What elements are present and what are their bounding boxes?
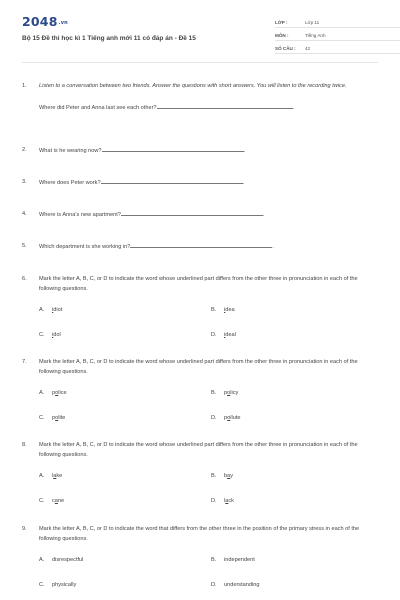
option-underlined: o xyxy=(55,414,59,421)
logo-main: 2048 xyxy=(22,14,58,29)
option-letter: D. xyxy=(211,581,217,588)
answer-blank[interactable] xyxy=(101,178,243,184)
option-prefix: c xyxy=(52,497,55,504)
header xyxy=(22,0,378,62)
option-prefix: p xyxy=(52,414,56,421)
option-suffix: lice xyxy=(58,390,67,396)
meta-row-count xyxy=(275,42,400,54)
option-a[interactable] xyxy=(39,389,211,399)
meta-info xyxy=(275,16,400,55)
question-number: 3. xyxy=(22,179,27,185)
options xyxy=(39,472,378,506)
option-suffix: llute xyxy=(230,414,241,421)
question-instruction: Mark the letter A, B, C, or D to indicate the word whose underlined part differs from the other three in pronunciation in each of the following questions. xyxy=(39,359,358,375)
question-instruction: Mark the letter A, B, C, or D to indicate the word that differs from the other three in the position of the primary stress in each of the following questions. xyxy=(39,526,360,542)
question-6 xyxy=(22,275,378,340)
option-suffix: dea xyxy=(225,307,235,313)
option-suffix: diot xyxy=(53,307,63,313)
option-prefix: l xyxy=(224,497,226,504)
option-prefix: l xyxy=(52,473,54,479)
option-letter: B. xyxy=(211,307,217,313)
option-d[interactable] xyxy=(211,581,383,591)
option-b[interactable] xyxy=(211,306,383,316)
question-8 xyxy=(22,441,378,506)
option-underlined: o xyxy=(227,414,231,421)
question-3 xyxy=(22,178,378,189)
question-instruction: Listen to a conversation between two friends. Answer the questions with short answers. You will listen to the recording twice. xyxy=(39,83,347,89)
question-text-row: Where is Anna's new apartment? . xyxy=(39,212,265,218)
question-number: 2. xyxy=(22,147,27,153)
option-underlined: a xyxy=(53,473,57,479)
option-letter: C. xyxy=(39,497,45,504)
option-letter: B. xyxy=(211,390,217,396)
options xyxy=(39,556,378,590)
option-prefix: b xyxy=(224,473,228,479)
question-9 xyxy=(22,525,378,590)
option-text: independent xyxy=(224,557,255,563)
question-5 xyxy=(22,242,378,253)
option-underlined: o xyxy=(227,390,231,396)
option-b[interactable] xyxy=(211,556,383,566)
option-letter: C. xyxy=(39,581,45,588)
option-a[interactable] xyxy=(39,306,211,316)
option-underlined: i xyxy=(224,331,226,338)
option-underlined: i xyxy=(52,331,54,338)
question-text: Where is Anna's new apartment? xyxy=(39,212,121,218)
option-letter: B. xyxy=(211,557,217,563)
option-letter: D. xyxy=(211,331,217,338)
option-c[interactable] xyxy=(39,331,211,341)
question-number: 5. xyxy=(22,243,27,249)
question-text-row: Which department is she working in? . xyxy=(39,244,274,250)
question-number: 4. xyxy=(22,211,27,217)
option-b[interactable] xyxy=(211,389,383,399)
option-underlined: a xyxy=(54,497,58,504)
option-prefix: p xyxy=(224,390,228,396)
meta-value: Lớp 11 xyxy=(305,20,320,25)
question-instruction: Mark the letter A, B, C, or D to indicate the word whose underlined part differs from the other three in pronunciation in each of the following questions. xyxy=(39,276,358,292)
answer-blank[interactable] xyxy=(157,103,293,109)
option-a[interactable] xyxy=(39,472,211,482)
option-letter: A. xyxy=(39,390,45,396)
answer-blank[interactable] xyxy=(121,210,263,216)
question-text: Where did Peter and Anna last see each other? xyxy=(39,104,157,111)
option-b[interactable] xyxy=(211,472,383,482)
option-text: disrespectful xyxy=(52,557,84,563)
option-underlined: i xyxy=(224,307,226,313)
question-number: 9. xyxy=(22,526,27,532)
option-letter: A. xyxy=(39,307,45,313)
option-prefix: p xyxy=(224,414,228,421)
option-suffix: lite xyxy=(58,414,66,421)
option-letter: C. xyxy=(39,414,45,421)
option-suffix: ne xyxy=(57,497,65,504)
question-number: 8. xyxy=(22,442,27,448)
option-a[interactable] xyxy=(39,556,211,566)
meta-row-class xyxy=(275,16,400,28)
option-suffix: licy xyxy=(230,390,239,396)
question-text: What is he wearing now? xyxy=(39,148,102,154)
question-7 xyxy=(22,358,378,423)
option-suffix: dol xyxy=(53,331,61,338)
option-d[interactable] xyxy=(211,331,383,341)
answer-blank[interactable] xyxy=(130,242,272,248)
question-number: 6. xyxy=(22,276,27,282)
option-letter: D. xyxy=(211,497,217,504)
meta-row-subject xyxy=(275,29,400,41)
option-letter: C. xyxy=(39,331,45,338)
question-text-row: What is he wearing now? . xyxy=(39,148,246,154)
option-letter: B. xyxy=(211,473,217,479)
document-title: Bộ 15 Đề thi học kì 1 Tiếng anh mới 11 có đáp án - Đề 15 xyxy=(22,35,196,42)
question-text-row: Where does Peter work? . xyxy=(39,180,245,186)
option-c[interactable] xyxy=(39,581,211,591)
option-suffix: y xyxy=(230,473,234,479)
meta-label: LỚP : xyxy=(275,20,288,25)
option-text: understanding xyxy=(224,581,260,588)
option-letter: A. xyxy=(39,557,45,563)
option-c[interactable] xyxy=(39,497,211,507)
option-letter: A. xyxy=(39,473,45,479)
option-prefix: p xyxy=(52,390,56,396)
option-suffix: deal xyxy=(225,331,236,338)
option-d[interactable] xyxy=(211,414,383,424)
question-number: 7. xyxy=(22,359,27,365)
meta-value: Tiếng Anh xyxy=(305,33,326,38)
option-d[interactable] xyxy=(211,497,383,507)
question-text: Where does Peter work? xyxy=(39,180,101,186)
option-underlined: o xyxy=(55,390,59,396)
header-divider xyxy=(22,62,378,63)
question-instruction: Mark the letter A, B, C, or D to indicate the word whose underlined part differs from the other three in pronunciation in each of the following questions. xyxy=(39,442,358,458)
option-underlined: a xyxy=(225,497,229,504)
option-text: physically xyxy=(52,581,77,588)
options xyxy=(39,389,378,423)
question-1 xyxy=(22,82,378,113)
option-letter: D. xyxy=(211,414,217,421)
meta-label: MÔN : xyxy=(275,33,289,38)
meta-value: 42 xyxy=(305,46,311,51)
option-suffix: ke xyxy=(56,473,63,479)
meta-label: SỐ CÂU : xyxy=(275,46,296,51)
logo-tld: .vn xyxy=(58,20,68,26)
option-underlined: a xyxy=(227,473,231,479)
question-2 xyxy=(22,146,378,157)
question-text-row: Where did Peter and Anna last see each other? . xyxy=(39,104,295,111)
option-suffix: ck xyxy=(228,497,234,504)
question-4 xyxy=(22,210,378,221)
option-underlined: i xyxy=(52,307,54,313)
question-text: Which department is she working in? xyxy=(39,244,131,250)
question-number: 1. xyxy=(22,83,27,89)
option-c[interactable] xyxy=(39,414,211,424)
options xyxy=(39,306,378,340)
answer-blank[interactable] xyxy=(102,146,244,152)
